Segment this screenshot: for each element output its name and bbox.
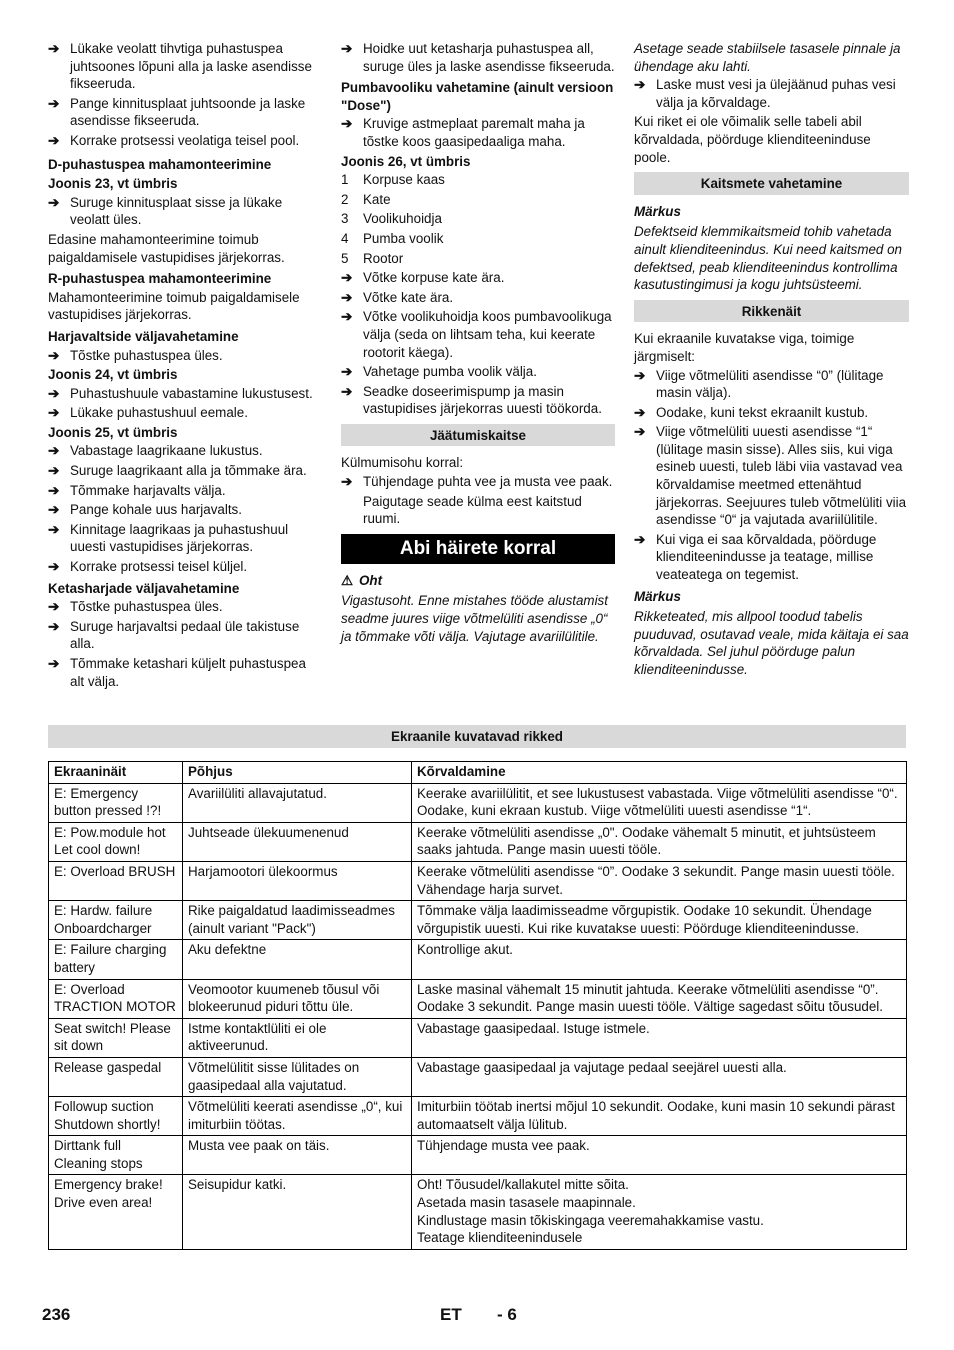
instruction-step: ➔ Suruge kinnitusplaat sisse ja lükake veolatt üles.	[48, 194, 283, 228]
arrow-right-icon: ➔	[634, 424, 646, 440]
remedy-cell: Oht! Tõusudel/kallakutel mitte sõita. Asetada masin tasasele maapinnale. Kindlustage masin tõkiskingaga veeremahakkamise vastu. Teatage klienditeenindusele	[412, 1175, 907, 1249]
cause-cell: Juhtseade ülekuumenenud	[183, 822, 412, 861]
paragraph: Kui ekraanile kuvatakse viga, toimige järgmiselt:	[634, 331, 855, 364]
column-header: Põhjus	[183, 762, 412, 784]
arrow-right-icon: ➔	[48, 443, 60, 459]
arrow-right-icon: ➔	[48, 385, 60, 401]
instruction-step: ➔ Suruge laagrikaant alla ja tõmmake ära.	[48, 463, 307, 479]
warning-triangle-icon: ⚠	[341, 572, 354, 588]
instruction-step: ➔ Suruge harjavaltsi pedaal üle takistuse alla.	[48, 618, 300, 652]
cause-cell: Istme kontaktlüliti ei ole aktiveerunud.	[183, 1018, 412, 1057]
table-row	[49, 822, 907, 861]
arrow-right-icon: ➔	[48, 482, 60, 498]
column-1	[48, 40, 320, 692]
section-heading: Pumbavooliku vahetamine (ainult versioon "Dose")	[341, 80, 614, 113]
display-message-cell: Followup suction Shutdown shortly!	[49, 1097, 183, 1136]
instruction-step: ➔ Tühjendage puhta vee ja musta vee paak.	[341, 474, 613, 490]
cause-cell: Seisupidur katki.	[183, 1175, 412, 1249]
display-message-cell: E: Overload BRUSH	[49, 861, 183, 900]
note-text: Rikketeated, mis allpool toodud tabelis puuduvad, osutavad veale, mida käitaja ei saa kõrvaldada. Sel juhul pöörduge palun klienditeenindusse.	[634, 609, 909, 677]
arrow-right-icon: ➔	[48, 656, 60, 671]
arrow-right-icon: ➔	[48, 599, 60, 615]
display-message-cell: Seat switch! Please sit down	[49, 1018, 183, 1057]
instruction-step: ➔ Viige võtmelüliti uuesti asendisse “1“ (lülitage masin sisse). Alles siis, kui viga esineb uuesti, tuleb läbi viia vastavad vea kõrvaldamise meetmed ettenähtud järjekorras. Seejuures tuleb võtmelüliti viia asendisse “0“ ja vajutada avariilülitile.	[634, 424, 907, 528]
section-bar: Kaitsmete vahetamine	[634, 172, 909, 195]
column-header: Ekraaninäit	[49, 762, 183, 784]
instruction-step: ➔ Korrake protsessi veolatiga teisel pool.	[48, 132, 300, 148]
display-message-cell: E: Overload TRACTION MOTOR	[49, 979, 183, 1018]
remedy-cell: Vabastage gaasipedaal. Istuge istmele.	[412, 1018, 907, 1057]
page-footer	[0, 1306, 954, 1330]
arrow-right-icon: ➔	[341, 364, 353, 380]
arrow-right-icon: ➔	[341, 309, 353, 325]
table-row	[49, 1097, 907, 1136]
page-number: 236	[42, 1305, 71, 1324]
display-message-cell: E: Failure charging battery	[49, 940, 183, 979]
paragraph: Külmumisohu korral:	[341, 455, 464, 471]
instruction-step: ➔ Pange kinnitusplaat juhtsoonde ja laske asendisse fikseeruda.	[48, 95, 306, 129]
list-item: 4 Pumba voolik	[341, 230, 444, 246]
column-2	[341, 40, 615, 646]
display-message-cell: Dirttank full Cleaning stops	[49, 1136, 183, 1175]
language-code: ET	[440, 1305, 462, 1324]
column-header: Kõrvaldamine	[412, 762, 907, 784]
column-3	[634, 40, 909, 680]
table-row	[49, 979, 907, 1018]
instruction-step: ➔ Võtke korpuse kate ära.	[341, 270, 505, 286]
arrow-right-icon: ➔	[634, 531, 646, 547]
display-message-cell: E: Hardw. failure Onboardcharger	[49, 901, 183, 940]
arrow-right-icon: ➔	[341, 41, 353, 56]
sub-page-number: - 6	[497, 1305, 517, 1324]
cause-cell: Avariilüliti allavajutatud.	[183, 783, 412, 822]
section-bar: Rikkenäit	[634, 300, 909, 323]
warning-heading: ⚠ Oht	[341, 572, 383, 588]
arrow-right-icon: ➔	[48, 194, 60, 210]
arrow-right-icon: ➔	[48, 95, 60, 111]
remedy-cell: Keerake võtmelüliti asendisse “0”. Oodake 3 sekundit. Pange masin uuesti tööle. Vähendage harja survet.	[412, 861, 907, 900]
instruction-step: ➔ Oodake, kuni tekst ekraanilt kustub.	[634, 404, 869, 420]
table-row	[49, 783, 907, 822]
remedy-cell: Tühjendage musta vee paak.	[412, 1136, 907, 1175]
table-row	[49, 861, 907, 900]
remedy-cell: Imiturbiin töötab inertsi mõjul 10 sekundit. Oodake, kuni masin 10 sekundi pärast automaatselt välja lülitub.	[412, 1097, 907, 1136]
arrow-right-icon: ➔	[48, 405, 60, 421]
table-row	[49, 1057, 907, 1096]
note-heading: Märkus	[634, 203, 681, 219]
arrow-right-icon: ➔	[634, 77, 646, 93]
arrow-right-icon: ➔	[48, 41, 60, 56]
table-header-row	[49, 762, 907, 784]
arrow-right-icon: ➔	[48, 521, 60, 537]
paragraph: Kui riket ei ole võimalik selle tabeli abil kõrvaldada, pöörduge klienditeeninduse poole.	[634, 114, 871, 165]
section-heading: D-puhastuspea mahamonteerimine	[48, 156, 272, 172]
instruction-step: ➔ Kinnitage laagrikaas ja puhastushuul uuesti vastupidises järjekorras.	[48, 521, 289, 555]
cause-cell: Veomootor kuumeneb tõusul või blokeerunud piduri tõttu üle.	[183, 979, 412, 1018]
instruction-step: ➔ Puhastushuule vabastamine lukustusest.	[48, 385, 313, 401]
instruction-step: ➔ Tõstke puhastuspea üles.	[48, 599, 223, 615]
remedy-cell: Keerake avariilülitit, et see lukustusest vabastada. Viige võtmelüliti asendisse “0“. Oodake, kuni ekraan kustub. Viige võtmelüliti uuesti asendisse “1“.	[412, 783, 907, 822]
instruction-step: ➔ Vabastage laagrikaane lukustus.	[48, 443, 263, 459]
instruction-step: ➔ Kruvige astmeplaat paremalt maha ja tõstke koos gaasipedaaliga maha.	[341, 116, 585, 149]
table-row	[49, 901, 907, 940]
arrow-right-icon: ➔	[341, 474, 353, 490]
cause-cell: Võtmelülitit sisse lülitades on gaasipedaal alla vajutatud.	[183, 1057, 412, 1096]
arrow-right-icon: ➔	[341, 289, 353, 305]
section-heading: Harjavaltside väljavahetamine	[48, 328, 239, 344]
chapter-title: Abi häirete korral	[341, 534, 615, 564]
arrow-right-icon: ➔	[48, 463, 60, 479]
arrow-right-icon: ➔	[341, 383, 353, 399]
figure-reference: Joonis 26, vt ümbris	[341, 153, 471, 169]
list-item: 5 Rootor	[341, 250, 404, 266]
arrow-right-icon: ➔	[48, 502, 60, 518]
instruction-step: ➔ Tõmmake ketashari küljelt puhastuspea alt välja.	[48, 656, 306, 689]
cause-cell: Võtmelüliti keerati asendisse „0“, kui imiturbiin töötas.	[183, 1097, 412, 1136]
instruction-step: ➔ Võtke kate ära.	[341, 289, 454, 305]
cause-cell: Aku defektne	[183, 940, 412, 979]
instruction-step: ➔ Pange kohale uus harjavalts.	[48, 502, 242, 518]
arrow-right-icon: ➔	[341, 270, 353, 286]
paragraph: Mahamonteerimine toimub paigaldamisele vastupidises järjekorras.	[48, 289, 300, 323]
instruction-step: ➔ Lükake veolatt tihvtiga puhastuspea juhtsoones lõpuni alla ja laske asendisse fikseeruda.	[48, 41, 312, 92]
table-row	[49, 1175, 907, 1249]
table-title: Ekraanile kuvatavad rikked	[48, 725, 906, 748]
error-table	[48, 761, 907, 1250]
table-row	[49, 940, 907, 979]
paragraph: Paigutage seade külma eest kaitstud ruumi.	[363, 493, 582, 527]
instruction-step: ➔ Laske must vesi ja ülejäänud puhas vesi välja ja kõrvaldage.	[634, 77, 896, 110]
list-item: 2 Kate	[341, 191, 391, 207]
instruction-step: ➔ Võtke voolikuhoidja koos pumbavoolikuga välja (seda on lihtsam teha, kui keerate rootorit käega).	[341, 309, 612, 360]
display-message-cell: Release gaspedal	[49, 1057, 183, 1096]
section-heading: Ketasharjade väljavahetamine	[48, 580, 240, 596]
list-item: 1 Korpuse kaas	[341, 172, 445, 188]
arrow-right-icon: ➔	[634, 404, 646, 420]
display-message-cell: Emergency brake! Drive even area!	[49, 1175, 183, 1249]
instruction-step: ➔ Lükake puhastushuul eemale.	[48, 405, 248, 421]
paragraph: Edasine mahamonteerimine toimub paigaldamisele vastupidises järjekorras.	[48, 231, 285, 265]
note-heading: Märkus	[634, 588, 681, 604]
cause-cell: Musta vee paak on täis.	[183, 1136, 412, 1175]
table-row	[49, 1018, 907, 1057]
instruction-step: ➔ Tõmmake harjavalts välja.	[48, 482, 226, 498]
remedy-cell: Tõmmake välja laadimisseadme võrgupistik. Oodake 10 sekundit. Ühendage võrgupistik uuesti. Kui rike kuvatakse uuesti: Pöörduge klienditeenindusse.	[412, 901, 907, 940]
section-bar: Jäätumiskaitse	[341, 424, 615, 447]
figure-reference: Joonis 25, vt ümbris	[48, 424, 178, 440]
figure-reference: Joonis 24, vt ümbris	[48, 367, 178, 383]
instruction-step: ➔ Tõstke puhastuspea üles.	[48, 347, 223, 363]
arrow-right-icon: ➔	[341, 116, 353, 132]
arrow-right-icon: ➔	[48, 347, 60, 363]
figure-reference: Joonis 23, vt ümbris	[48, 176, 178, 192]
cause-cell: Harjamootori ülekoormus	[183, 861, 412, 900]
instruction-step: ➔ Korrake protsessi teisel küljel.	[48, 559, 248, 575]
instruction-step: ➔ Viige võtmelüliti asendisse “0” (lülitage masin välja).	[634, 367, 884, 401]
warning-text: Vigastusoht. Enne mistahes tööde alustamist seadme juures viige võtmelüliti asendisse „0“ ja tõmmake võti välja. Vajutage avariilülitile.	[341, 593, 608, 644]
display-message-cell: E: Emergency button pressed !?!	[49, 783, 183, 822]
instruction-step: ➔ Kui viga ei saa kõrvaldada, pöörduge klienditeenindusse ja teatage, millise veateatega on tegemist.	[634, 531, 877, 583]
arrow-right-icon: ➔	[634, 367, 646, 383]
remedy-cell: Laske masinal vähemalt 15 minutit jahtuda. Keerake võtmelüliti asendisse “0”. Oodake 3 sekundit. Pange masin uuesti tööle. Vältige sagedast sõitu tõusudel.	[412, 979, 907, 1018]
instruction-step: ➔ Vahetage pumba voolik välja.	[341, 364, 537, 380]
paragraph: Asetage seade stabiilsele tasasele pinnale ja ühendage aku lahti.	[634, 41, 901, 74]
display-message-cell: E: Pow.module hot Let cool down!	[49, 822, 183, 861]
arrow-right-icon: ➔	[48, 559, 60, 575]
section-heading: R-puhastuspea mahamonteerimine	[48, 271, 272, 287]
cause-cell: Rike paigaldatud laadimisseadmes (ainult variant "Pack")	[183, 901, 412, 940]
instruction-step: ➔ Hoidke uut ketasharja puhastuspea all, suruge üles ja laske asendisse fikseeruda.	[341, 41, 615, 74]
remedy-cell: Kontrollige akut.	[412, 940, 907, 979]
instruction-step: ➔ Seadke doseerimispump ja masin vastupidises järjekorras uuesti töökorda.	[341, 383, 602, 417]
remedy-cell: Keerake võtmelüliti asendisse „0". Oodake vähemalt 5 minutit, et juhtsüsteem saaks jahtuda. Pange masin uuesti tööle.	[412, 822, 907, 861]
arrow-right-icon: ➔	[48, 618, 60, 634]
list-item: 3 Voolikuhoidja	[341, 211, 442, 227]
arrow-right-icon: ➔	[48, 132, 60, 148]
note-text: Defektseid klemmikaitsmeid tohib vahetada ainult klienditeenindus. Kui need kaitsmed on defektsed, peab klienditeenindus kontrollima kasutustingimusi ja kogu juhtsüsteemi.	[634, 224, 902, 293]
remedy-cell: Vabastage gaasipedaal ja vajutage pedaal seejärel uuesti alla.	[412, 1057, 907, 1096]
table-row	[49, 1136, 907, 1175]
